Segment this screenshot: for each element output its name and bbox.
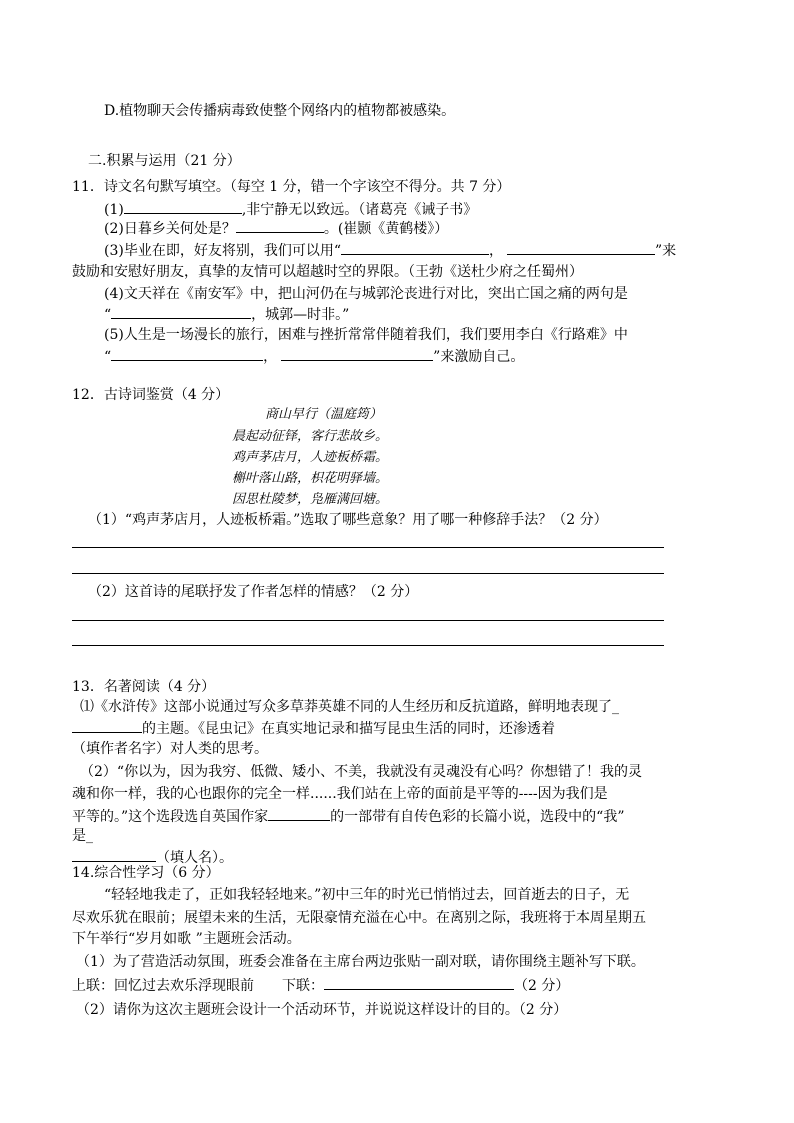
- blank[interactable]: [72, 718, 142, 733]
- poem-line: 槲叶落山路，枳花明驿墙。: [232, 471, 389, 486]
- q12-question-2: （2）这首诗的尾联抒发了作者怎样的情感？（2 分）: [88, 584, 419, 600]
- q11-item2: [104, 218, 448, 239]
- quote-open: “: [104, 307, 112, 323]
- q13-p1-line3: （填作者名字）对人类的思考。: [72, 741, 268, 757]
- q13-p2-line3: [72, 806, 625, 827]
- q11-item5-comma: ，: [263, 349, 278, 365]
- q11-item3-comma: ，: [489, 243, 503, 259]
- q11-item3-text: (3)毕业在即，好友将别，我们可以用“: [104, 243, 341, 259]
- answer-line[interactable]: [72, 620, 664, 621]
- blank[interactable]: [268, 806, 330, 821]
- q13-p1-line2: [72, 718, 555, 739]
- q11-item3-line2: 鼓励和安慰好朋友，真挚的友情可以超越时空的界限。（王勃《送杜少府之任蜀州）: [72, 264, 583, 280]
- q11-item4-line2: [104, 304, 349, 325]
- q11-item1: [104, 199, 477, 220]
- q13-p2-line1: （2）“你以为，因为我穷、低微、矮小、不美，我就没有灵魂没有心吗？你想错了！我的灵: [80, 764, 643, 780]
- q11-item2-source: 。(崔颢《黄鹤楼》）: [323, 221, 449, 237]
- blank[interactable]: [341, 240, 489, 255]
- answer-line[interactable]: [72, 573, 664, 574]
- q13-p2-text-c: （填人名）。: [156, 850, 233, 866]
- q13-p1-text: 的主题。《昆虫记》在真实地记录和描写昆虫生活的同时，还渗透着: [142, 721, 555, 737]
- blank[interactable]: [111, 304, 251, 319]
- lower-couplet-blank[interactable]: [324, 975, 514, 990]
- poem-line: 晨起动征铎，客行悲故乡。: [232, 429, 389, 444]
- q14-question-2: （2）请你为这次主题班会设计一个活动环节，并说说这样设计的目的。（2 分）: [76, 1002, 568, 1018]
- poem-line: 因思杜陵梦，凫雁满回塘。: [232, 492, 389, 507]
- quote-open: “: [104, 349, 112, 365]
- blank[interactable]: [236, 218, 324, 233]
- q12-title: 12．古诗词鉴赏（4 分）: [72, 387, 230, 403]
- q14-question-1: （1）为了营造活动氛围，班委会准备在主席台两边张贴一副对联，请你围绕主题补写下联。: [76, 954, 645, 970]
- q11-item3: [104, 240, 676, 261]
- q14-title: 14.综合性学习（6 分）: [72, 865, 220, 881]
- q11-item2-text: (2)日暮乡关何处是？: [104, 221, 236, 237]
- answer-line[interactable]: [72, 547, 664, 548]
- q11-title: 11．诗文名句默写填空。（每空 1 分，错一个字该空不得分。共 7 分）: [72, 179, 511, 195]
- q11-item1-num: (1): [104, 202, 124, 218]
- blank[interactable]: [111, 346, 263, 361]
- blank[interactable]: [72, 847, 156, 862]
- blank[interactable]: [507, 240, 655, 255]
- q14-para-line1: “轻轻地我走了，正如我轻轻地来。”初中三年的时光已悄悄过去，回首逝去的日子，无: [104, 887, 630, 903]
- upper-couplet: 上联：回忆过去欢乐浮现眼前: [72, 978, 254, 994]
- lower-couplet-label: 下联：: [282, 978, 324, 994]
- q11-item5-line1: (5)人生是一场漫长的旅行，困难与挫折常常伴随着我们，我们要用李白《行路难》中: [104, 327, 628, 343]
- q11-item5-line2: [104, 346, 524, 367]
- option-d: D.植物聊天会传播病毒致使整个网络内的植物都被感染。: [104, 103, 456, 119]
- q11-item4-line1: (4)文天祥在《南安军》中，把山河仍在与城郭沦丧进行对比，突出亡国之痛的两句是: [104, 286, 628, 302]
- blank[interactable]: [124, 199, 242, 214]
- answer-line[interactable]: [72, 645, 664, 646]
- q13-title: 13．名著阅读（4 分）: [72, 679, 216, 695]
- q13-p1-line1: ⑴《水浒传》这部小说通过写众多草莽英雄不同的人生经历和反抗道路，鲜明地表现了_: [80, 699, 619, 715]
- q11-item1-text: ,非宁静无以致远。（诸葛亮《诫子书》: [241, 202, 478, 218]
- q13-p2-line2: 魂和你一样，我的心也跟你的完全一样......我们站在上帝的面前是平等的----因为我们是: [72, 786, 608, 802]
- q14-para-line2: 尽欢乐犹在眼前；展望未来的生活，无限豪情充溢在心中。在离别之际，我班将于本周星期五: [72, 910, 646, 926]
- couplet-row: [72, 975, 569, 996]
- q11-item3-end: ”来: [655, 243, 677, 259]
- section-title: 二.积累与运用（21 分）: [88, 153, 241, 169]
- q13-p2-text-a: 平等的。”这个选段选自英国作家: [72, 809, 269, 825]
- q11-item4-text: ，城郭—时非。”: [251, 307, 350, 323]
- q12-question-1: （1）“鸡声茅店月，人迹板桥霜。”选取了哪些意象？用了哪一种修辞手法？（2 分）: [88, 512, 608, 528]
- q13-p2-text-b: 的一部带有自传色彩的长篇小说，选段中的“我”: [330, 809, 625, 825]
- q14-para-line3: 下午举行“岁月如歌 ”主题班会活动。: [72, 931, 301, 947]
- blank[interactable]: [281, 346, 433, 361]
- couplet-score: （2 分）: [514, 978, 570, 994]
- q11-item5-end: ”来激励自己。: [433, 349, 525, 365]
- poem-title: 商山早行（温庭筠）: [265, 407, 383, 422]
- q13-p2-line4: 是_: [72, 828, 93, 844]
- poem-line: 鸡声茅店月，人迹板桥霜。: [232, 450, 389, 465]
